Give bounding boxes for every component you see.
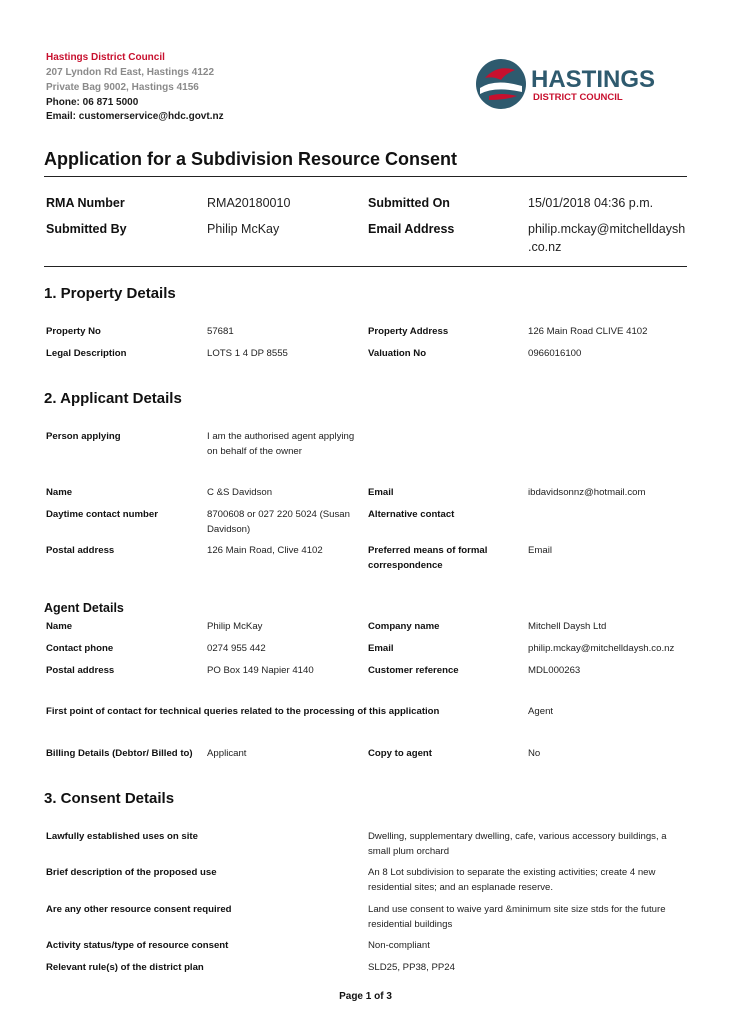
established-uses-label: Lawfully established uses on site xyxy=(46,831,198,842)
submitted-by-value: Philip McKay xyxy=(207,222,280,236)
contact-phone-label: Contact phone xyxy=(46,643,114,654)
proposed-use-label: Brief description of the proposed use xyxy=(46,867,217,878)
property-no-value: 57681 xyxy=(207,326,234,337)
proposed-use-value-1: An 8 Lot subdivision to separate the existing activities; create 4 new xyxy=(368,867,656,878)
contact-phone-value: 0274 955 442 xyxy=(207,643,266,654)
logo-title: HASTINGS xyxy=(531,66,656,93)
title-divider xyxy=(44,176,687,177)
established-uses-value-1: Dwelling, supplementary dwelling, cafe, various accessory buildings, a xyxy=(368,831,667,842)
other-consent-label: Are any other resource consent required xyxy=(46,904,232,915)
applicant-email-value: ibdavidsonnz@hotmail.com xyxy=(528,487,646,498)
first-contact-value: Agent xyxy=(528,706,554,717)
company-name-label: Company name xyxy=(368,621,440,632)
council-name: Hastings District Council xyxy=(46,52,165,63)
page-number: Page 1 of 3 xyxy=(339,991,392,1002)
copy-to-agent-label: Copy to agent xyxy=(368,748,432,759)
valuation-no-label: Valuation No xyxy=(368,348,427,359)
rma-number-value: RMA20180010 xyxy=(207,196,291,210)
property-address-label: Property Address xyxy=(368,326,449,337)
first-contact-label: First point of contact for technical queries related to the processing of this application xyxy=(46,706,440,717)
other-consent-value-1: Land use consent to waive yard &minimum site size stds for the future xyxy=(368,904,666,915)
daytime-contact-value-1: 8700608 or 027 220 5024 (Susan xyxy=(207,509,350,520)
agent-email-label: Email xyxy=(368,643,394,654)
billing-details-value: Applicant xyxy=(207,748,247,759)
submitted-by-label: Submitted By xyxy=(46,222,127,236)
property-section-heading: 1. Property Details xyxy=(44,285,176,302)
property-address-value: 126 Main Road CLIVE 4102 xyxy=(528,326,648,337)
hastings-logo xyxy=(475,56,675,112)
submitted-on-label: Submitted On xyxy=(368,196,450,210)
activity-status-value: Non-compliant xyxy=(368,940,430,951)
rma-number-label: RMA Number xyxy=(46,196,125,210)
applicant-name-label: Name xyxy=(46,487,73,498)
preferred-means-label-2: correspondence xyxy=(368,560,443,571)
logo-emblem-icon xyxy=(475,56,675,112)
property-no-label: Property No xyxy=(46,326,101,337)
agent-section-heading: Agent Details xyxy=(44,601,124,615)
consent-section-heading: 3. Consent Details xyxy=(44,790,175,807)
email-address-label: Email Address xyxy=(368,222,455,236)
agent-name-value: Philip McKay xyxy=(207,621,263,632)
council-address-1: 207 Lyndon Rd East, Hastings 4122 xyxy=(46,67,215,78)
proposed-use-value-2: residential sites; and an esplanade reserve. xyxy=(368,882,554,893)
preferred-means-value: Email xyxy=(528,545,552,556)
billing-details-label: Billing Details (Debtor/ Billed to) xyxy=(46,748,193,759)
person-applying-value-2: on behalf of the owner xyxy=(207,446,302,457)
copy-to-agent-value: No xyxy=(528,748,541,759)
agent-postal-label: Postal address xyxy=(46,665,115,676)
applicant-postal-label: Postal address xyxy=(46,545,115,556)
customer-reference-label: Customer reference xyxy=(368,665,459,676)
activity-status-label: Activity status/type of resource consent xyxy=(46,940,229,951)
other-consent-value-2: residential buildings xyxy=(368,919,453,930)
agent-name-label: Name xyxy=(46,621,73,632)
applicant-email-label: Email xyxy=(368,487,394,498)
applicant-section-heading: 2. Applicant Details xyxy=(44,390,182,407)
daytime-contact-label: Daytime contact number xyxy=(46,509,158,520)
customer-reference-value: MDL000263 xyxy=(528,665,581,676)
valuation-no-value: 0966016100 xyxy=(528,348,582,359)
legal-description-label: Legal Description xyxy=(46,348,127,359)
district-plan-rules-label: Relevant rule(s) of the district plan xyxy=(46,962,204,973)
submitted-on-value: 15/01/2018 04:36 p.m. xyxy=(528,196,654,210)
email-address-value-2: .co.nz xyxy=(528,240,562,254)
page-title: Application for a Subdivision Resource Consent xyxy=(44,149,458,169)
agent-postal-value: PO Box 149 Napier 4140 xyxy=(207,665,314,676)
logo-subtitle: DISTRICT COUNCIL xyxy=(533,92,623,103)
daytime-contact-value-2: Davidson) xyxy=(207,524,251,535)
summary-divider xyxy=(44,266,687,267)
person-applying-label: Person applying xyxy=(46,431,121,442)
alternative-contact-label: Alternative contact xyxy=(368,509,455,520)
district-plan-rules-value: SLD25, PP38, PP24 xyxy=(368,962,455,973)
agent-email-value: philip.mckay@mitchelldaysh.co.nz xyxy=(528,643,675,654)
company-name-value: Mitchell Daysh Ltd xyxy=(528,621,607,632)
applicant-name-value: C &S Davidson xyxy=(207,487,273,498)
legal-description-value: LOTS 1 4 DP 8555 xyxy=(207,348,288,359)
email-address-value-1: philip.mckay@mitchelldaysh xyxy=(528,222,686,236)
person-applying-value-1: I am the authorised agent applying xyxy=(207,431,355,442)
preferred-means-label-1: Preferred means of formal xyxy=(368,545,488,556)
council-phone: Phone: 06 871 5000 xyxy=(46,97,139,108)
council-address-2: Private Bag 9002, Hastings 4156 xyxy=(46,82,199,93)
applicant-postal-value: 126 Main Road, Clive 4102 xyxy=(207,545,323,556)
established-uses-value-2: small plum orchard xyxy=(368,846,450,857)
council-email: Email: customerservice@hdc.govt.nz xyxy=(46,111,224,122)
